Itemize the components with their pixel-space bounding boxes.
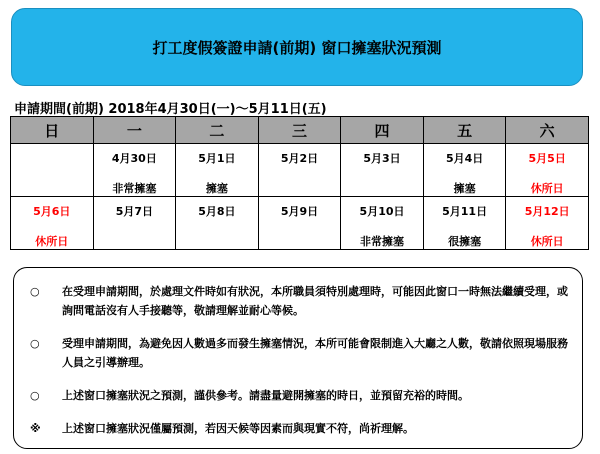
note-text: 上述窗口擁塞狀況僅屬預測，若因天候等因素而與現實不符，尚祈理解。	[62, 422, 414, 435]
day-date: 5月8日	[198, 205, 236, 218]
day-status	[259, 182, 341, 196]
title-banner	[11, 8, 583, 86]
day-date: 5月4日	[445, 152, 484, 165]
day-cell	[341, 144, 424, 197]
day-status	[341, 182, 423, 196]
day-status: 擁塞	[453, 182, 476, 195]
day-date: 5月12日	[524, 205, 570, 218]
day-date: 5月6日	[33, 205, 71, 218]
day-date: 5月2日	[280, 152, 319, 165]
weekday-fri: 五	[423, 117, 506, 144]
day-date: 5月9日	[280, 205, 319, 218]
weekday-sun: 日	[11, 117, 94, 144]
day-cell-holiday	[506, 197, 589, 250]
notes-box	[13, 267, 583, 449]
day-cell	[258, 144, 341, 197]
day-cell	[93, 197, 176, 250]
weekday-mon: 一	[93, 117, 176, 144]
day-status: 休所日	[530, 235, 564, 248]
reference-mark-icon: ※	[30, 422, 41, 435]
day-cell	[93, 144, 176, 197]
day-cell-holiday	[11, 197, 94, 250]
circle-bullet-icon: ○	[30, 337, 40, 350]
day-status: 擁塞	[205, 182, 228, 195]
day-date: 5月10日	[359, 205, 405, 218]
day-date: 5月3日	[363, 152, 401, 165]
day-status	[176, 235, 258, 249]
note-text: 在受理申請期間，於處理文件時如有狀況，本所職員須特別處理時，可能因此窗口一時無法繼續受理，或詢問電話沒有人手接聽等，敬請理解並耐心等候。	[62, 285, 568, 317]
application-period: 申請期間(前期) 2018年4月30日(一)～5月11日(五)	[14, 102, 327, 117]
day-date: 5月1日	[198, 152, 236, 165]
day-status: 休所日	[35, 235, 69, 248]
day-status	[11, 182, 93, 196]
calendar-table	[10, 116, 589, 250]
day-cell	[258, 197, 341, 250]
day-date: 5月5日	[528, 152, 566, 165]
day-date: 5月11日	[442, 205, 488, 218]
note-item	[28, 419, 568, 438]
week-row	[11, 144, 589, 197]
day-status: 很擁塞	[448, 235, 482, 248]
note-text: 受理申請期間，為避免因人數過多而發生擁塞情況，本所可能會限制進入大廳之人數，敬請依照現場服務人員之引導辦理。	[62, 337, 568, 369]
day-cell	[423, 197, 506, 250]
circle-bullet-icon: ○	[30, 285, 40, 298]
weekday-header-row	[11, 117, 589, 144]
weekday-tue: 二	[176, 117, 259, 144]
weekday-sat: 六	[506, 117, 589, 144]
day-cell	[423, 144, 506, 197]
day-status: 休所日	[530, 182, 564, 195]
note-item	[28, 282, 568, 320]
day-status: 非常擁塞	[112, 182, 157, 195]
day-cell-holiday	[506, 144, 589, 197]
note-item	[28, 334, 568, 372]
page-title: 打工度假簽證申請(前期) 窗口擁塞狀況預測	[152, 38, 442, 57]
circle-bullet-icon: ○	[30, 389, 40, 402]
weekday-wed: 三	[258, 117, 341, 144]
note-item	[28, 386, 568, 405]
day-status	[94, 235, 176, 249]
day-date: 5月7日	[115, 205, 153, 218]
day-cell	[176, 197, 259, 250]
day-status: 非常擁塞	[360, 235, 405, 248]
weekday-thu: 四	[341, 117, 424, 144]
day-date	[11, 152, 93, 166]
day-status	[259, 235, 341, 249]
day-date: 4月30日	[111, 152, 157, 165]
day-cell	[11, 144, 94, 197]
day-cell	[341, 197, 424, 250]
week-row	[11, 197, 589, 250]
day-cell	[176, 144, 259, 197]
note-text: 上述窗口擁塞狀況之預測，謹供參考。請盡量避開擁塞的時日，並預留充裕的時間。	[62, 389, 469, 402]
